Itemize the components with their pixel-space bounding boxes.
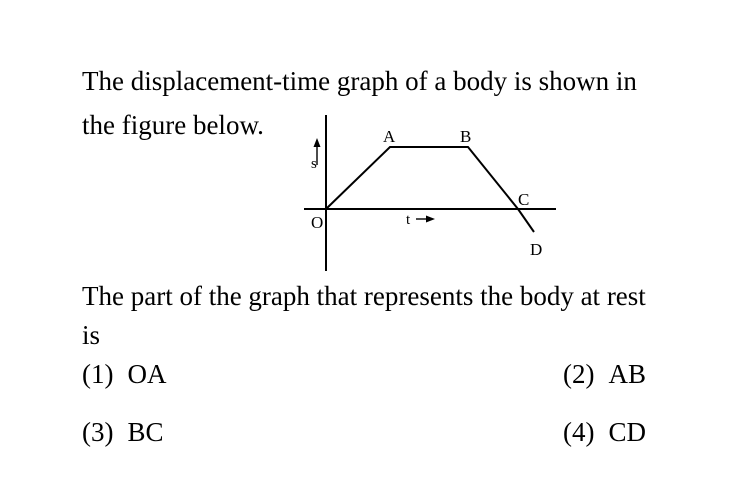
option-3-text: BC (127, 417, 164, 447)
option-2-number: (2) (563, 359, 595, 389)
t-arrow-head (426, 216, 435, 223)
question-line-4: is (82, 320, 101, 350)
point-label-b: B (460, 127, 472, 146)
origin-label: O (311, 213, 324, 232)
option-3-number: (3) (82, 417, 114, 447)
question-line-1: The displacement-time graph of a body is shown in (82, 66, 637, 96)
option-2[interactable] (563, 361, 646, 388)
option-4-text: CD (608, 417, 646, 447)
question-line-2: the figure below. (82, 110, 264, 140)
option-4[interactable] (563, 419, 646, 446)
point-label-c: C (518, 190, 530, 209)
point-label-d: D (530, 240, 543, 259)
option-1-number: (1) (82, 359, 114, 389)
question-line-3: The part of the graph that represents the body at rest (82, 281, 646, 311)
option-3[interactable] (82, 419, 164, 446)
point-label-a: A (383, 127, 396, 146)
s-arrow-head (314, 138, 321, 147)
s-axis-label: s (311, 156, 317, 172)
option-1[interactable] (82, 361, 166, 388)
option-1-text: OA (127, 359, 167, 389)
option-2-text: AB (608, 359, 646, 389)
t-axis-label: t (406, 212, 411, 228)
option-4-number: (4) (563, 417, 595, 447)
